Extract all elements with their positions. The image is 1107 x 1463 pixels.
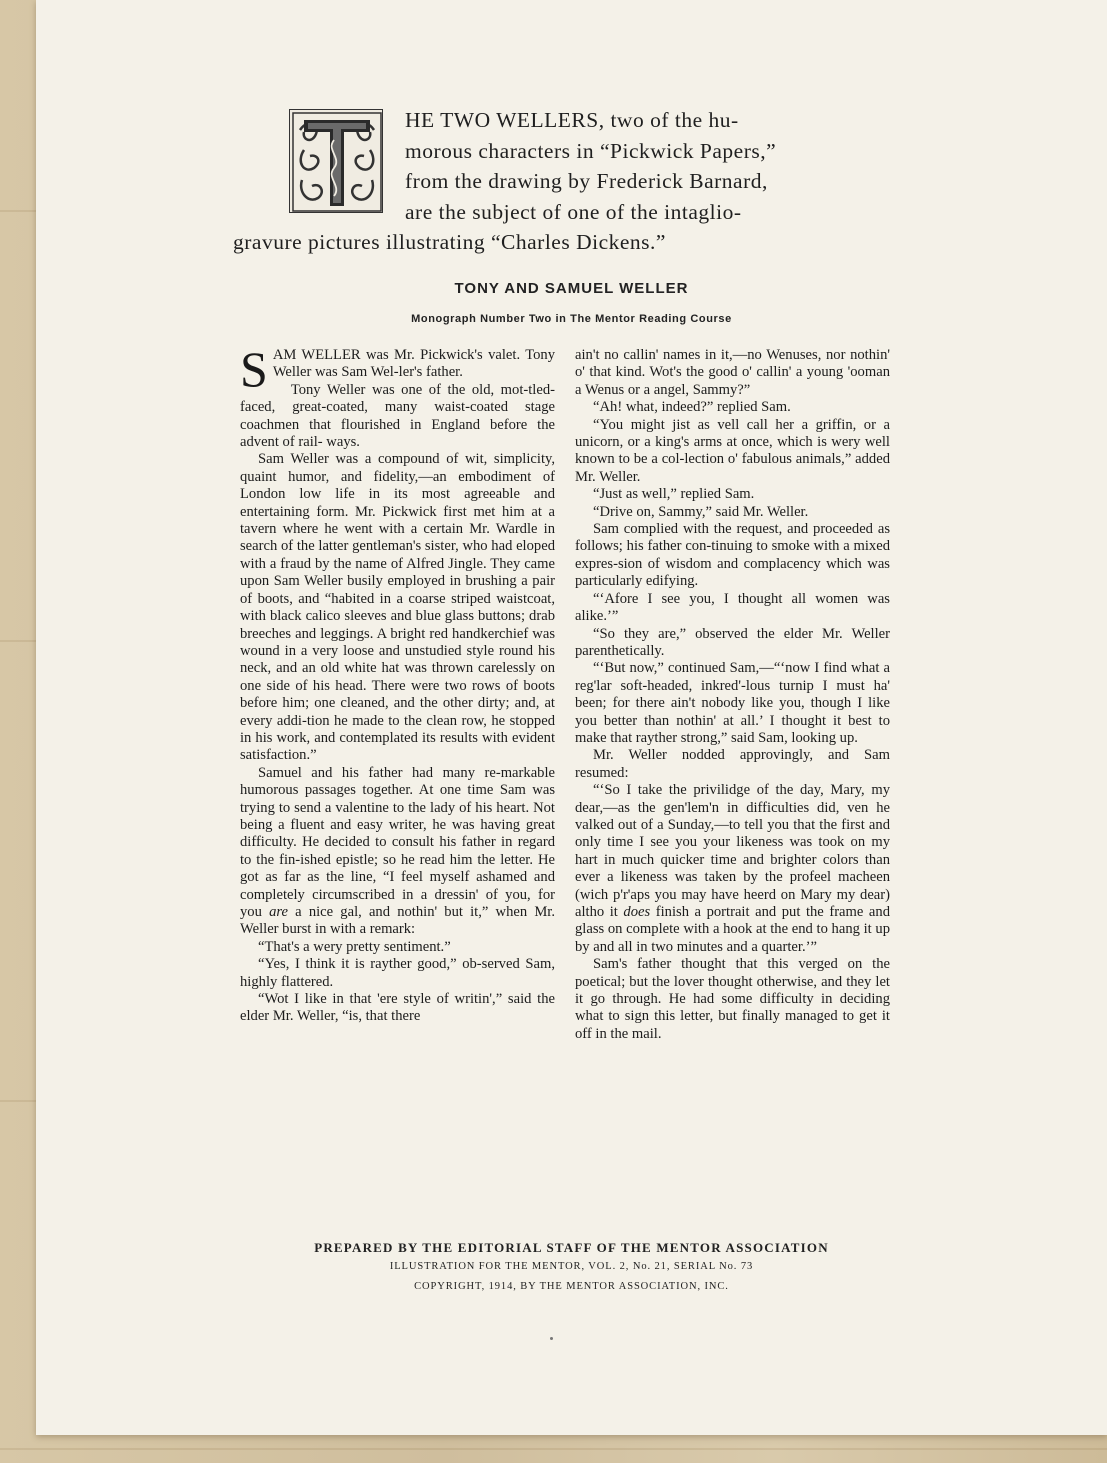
paragraph-text: Samuel and his father had many re-markable humorous passages together. At one time Sam was trying to send a valentine to the lady of his heart. Not being a fluent and easy writer, he was having great difficulty. He decided to consult his father in regard to the fin-ished epistle; so he read him the letter. He got as far as the line, “I feel myself ashamed and completely circumscribed in a dressin' of you, for you (240, 764, 555, 920)
colophon-prepared-by: PREPARED BY THE EDITORIAL STAFF OF THE MENTOR ASSOCIATION (314, 1240, 829, 1255)
paragraph: “Wot I like in that 'ere style of writin',” said the elder Mr. Weller, “is, that there (240, 991, 555, 1025)
paragraph: “Drive on, Sammy,” said Mr. Weller. (593, 503, 809, 520)
intro-line: HE TWO WELLERS, two of the hu- (405, 108, 739, 132)
paragraph: “That's a wery pretty sentiment.” (258, 938, 451, 955)
intro-paragraph (233, 105, 849, 258)
right-column (575, 347, 890, 1043)
article-title: TONY AND SAMUEL WELLER (454, 280, 689, 297)
dropcap-S: S (240, 341, 268, 397)
paragraph (240, 341, 555, 397)
intro-line: are the subject of one of the intaglio- (405, 199, 742, 224)
paragraph: Sam's father thought that this verged on the poetical; but the lover thought otherwise, and they let it go through. He had some difficulty in deciding what to sign this letter, but finally managed to get it off in the mail. (575, 956, 890, 1042)
intro-line: from the drawing by Frederick Barnard, (405, 169, 768, 193)
paragraph: “You might jist as vell call her a griffin, or a unicorn, or a king's arms at once, which is wery well known to be a col-lection o' fabulous animals,” added Mr. Weller. (575, 416, 890, 485)
paragraph-text: finish a portrait and put the frame and glass on complete with a hook at the end to hang it up by and all in two minutes and a quarter.’” (575, 904, 890, 955)
ornate-letter-T-icon (290, 110, 384, 214)
paragraph: “Just as well,” replied Sam. (593, 486, 755, 503)
paragraph: “Ah! what, indeed?” replied Sam. (593, 399, 791, 416)
paragraph-text: “‘So I take the privilidge of the day, Mary, my dear,—as the gen'lem'n in difficulties did, ven he valked out of a Sunday,—to tell you that the first and only time I see you your likeness was took on my hart in much quicker time and brighter colors than ever a likeness was taken by the profeel macheen (wich p'r'aps you may have heerd on Mary my dear) altho it (575, 782, 890, 920)
paragraph (575, 782, 890, 956)
ornate-dropcap-T (289, 109, 383, 213)
paragraph: Sam Weller was a compound of wit, simplicity, quaint humor, and fidelity,—an embodiment of London low life in its most agreeable and entertaining form. Mr. Pickwick first met him at a tavern where he went with a certain Mr. Wardle in search of the latter gentleman's sister, who had eloped with a fraud by the name of Alfred Jingle. They came upon Sam Weller busily employed in brushing a pair of boots, and “habited in a coarse striped waistcoat, with black calico sleeves and blue glass buttons; drab breeches and leggings. A bright red handkerchief was wound in a very loose and unstudied style round his neck, and an old white hat was thrown carelessly on one side of his head. There were two rows of boots before him; one cleaned, and the other dirty; and, at every addi-tion he made to the clean row, he stopped in his work, and contemplated its results with evident satisfaction.” (240, 451, 555, 764)
paragraph: Mr. Weller nodded approvingly, and Sam resumed: (575, 747, 890, 781)
paragraph (240, 765, 555, 939)
paragraph: “‘But now,” continued Sam,—“‘now I find what a reg'lar soft-headed, inkred'-lous turnip I must ha' been; for there ain't nobody like you, though I like you better than nothin' at all.’ I thought it best to make that rayther strong,” said Sam, looking up. (575, 660, 890, 746)
article-subtitle: Monograph Number Two in The Mentor Reading Course (411, 313, 732, 325)
paragraph: Tony Weller was one of the old, mot-tled-faced, great-coated, many waist-coated stage coachmen that flourished in England before the advent of rail- ways. (240, 381, 555, 451)
printed-sheet (36, 0, 1107, 1435)
italic-text: are (269, 904, 288, 920)
paragraph: “Yes, I think it is rayther good,” ob-served Sam, highly flattered. (240, 956, 555, 990)
paragraph-text: a nice gal, and nothin' but it,” when Mr. Weller burst in with a remark: (240, 904, 555, 938)
wood-grain (0, 1448, 1107, 1450)
intro-line: morous characters in “Pickwick Papers,” (405, 138, 777, 163)
left-column (240, 341, 555, 1026)
ink-speck (550, 1337, 553, 1340)
paragraph-text: AM WELLER was Mr. Pickwick's valet. Tony Weller was Sam Wel-ler's father. (272, 347, 555, 381)
colophon-copyright: COPYRIGHT, 1914, BY THE MENTOR ASSOCIATION, INC. (414, 1281, 729, 1292)
italic-text: does (623, 904, 651, 920)
paragraph: Sam complied with the request, and proceeded as follows; his father con-tinuing to smoke with a mixed expres-sion of wisdom and complacency which was particularly edifying. (575, 521, 890, 590)
paragraph: ain't no callin' names in it,—no Wenuses, nor nothin' o' that kind. Wot's the good o' callin' a young 'ooman a Wenus or a angel, Sammy?” (575, 347, 890, 398)
intro-line: gravure pictures illustrating “Charles Dickens.” (233, 230, 666, 254)
paragraph: “So they are,” observed the elder Mr. Weller parenthetically. (575, 625, 890, 659)
colophon-illustration-info: ILLUSTRATION FOR THE MENTOR, VOL. 2, No. 21, SERIAL No. 73 (389, 1261, 754, 1272)
paragraph: “‘Afore I see you, I thought all women was alike.’” (575, 590, 890, 625)
